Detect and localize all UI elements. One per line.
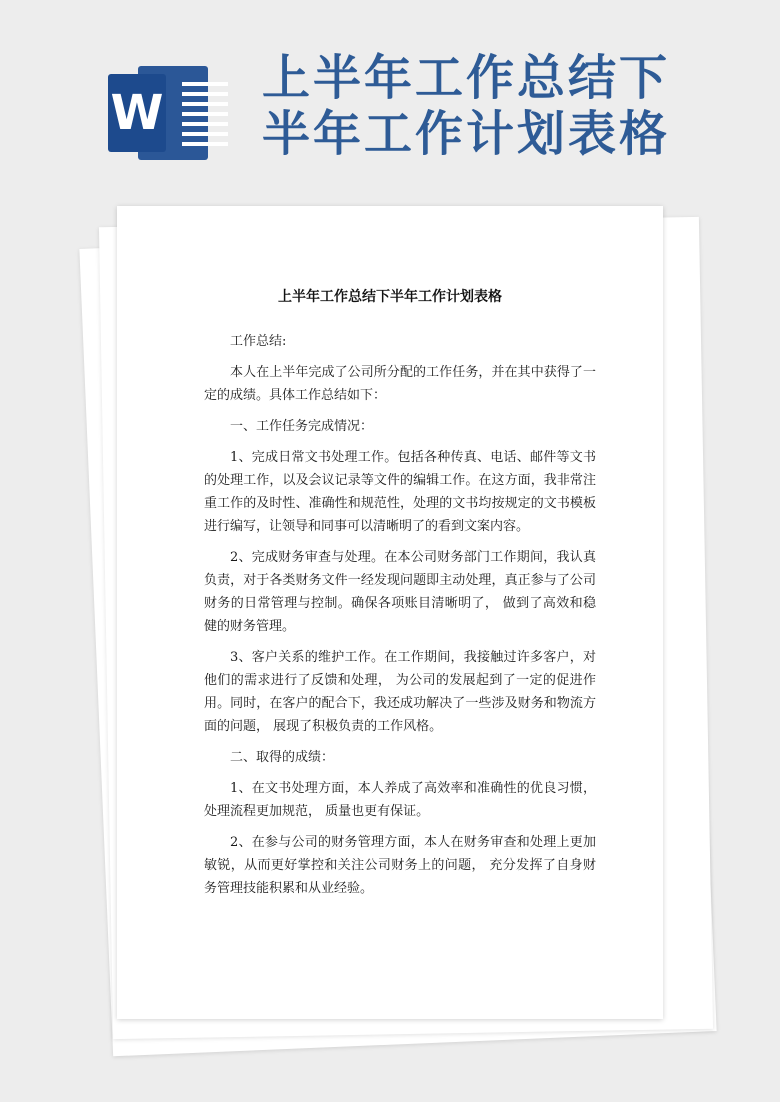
paragraph: 3、客户关系的维护工作。在工作期间，我接触过许多客户，对他们的需求进行了反馈和处理， 为公司的发展起到了一定的促进作用。同时，在客户的配合下，我还成功解决了一些涉及财务和物流方面的问题， 展现了积极负责的工作风格。 [204, 650, 596, 734]
paragraph: 本人在上半年完成了公司所分配的工作任务，并在其中获得了一定的成绩。具体工作总结如下： [204, 365, 596, 403]
paragraph: 工作总结: [230, 334, 287, 349]
document-title: 上半年工作总结下半年工作计划表格 [278, 289, 502, 305]
word-icon-lines [182, 82, 228, 152]
paragraph: 2、完成财务审查与处理。在本公司财务部门工作期间，我认真负责，对于各类财务文件一经发现问题即主动处理，真正参与了公司财务的日常管理与控制。确保各项账目清晰明了， 做到了高效和稳健的财务管理。 [204, 550, 596, 634]
paragraph: 一、工作任务完成情况： [230, 419, 374, 434]
word-document-icon [108, 66, 208, 160]
hero-title: 上半年工作总结下半年工作计划表格 [262, 50, 671, 162]
document-body [204, 330, 596, 908]
word-icon-badge: W [108, 74, 166, 152]
paragraph: 1、在文书处理方面，本人养成了高效率和准确性的优良习惯，处理流程更加规范， 质量也更有保证。 [204, 781, 596, 819]
paragraph: 2、在参与公司的财务管理方面，本人在财务审查和处理上更加敏锐，从而更好掌控和关注公司财务上的问题， 充分发挥了自身财务管理技能积累和从业经验。 [204, 835, 596, 896]
document-page [117, 206, 663, 1019]
header [0, 0, 780, 200]
paragraph: 二、取得的成绩： [230, 750, 335, 765]
paragraph: 1、完成日常文书处理工作。包括各种传真、电话、邮件等文书的处理工作，以及会议记录等文件的编辑工作。在这方面，我非常注重工作的及时性、准确性和规范性，处理的文书均按规定的文书模板进行编写，让领导和同事可以清晰明了的看到文案内容。 [204, 450, 596, 534]
